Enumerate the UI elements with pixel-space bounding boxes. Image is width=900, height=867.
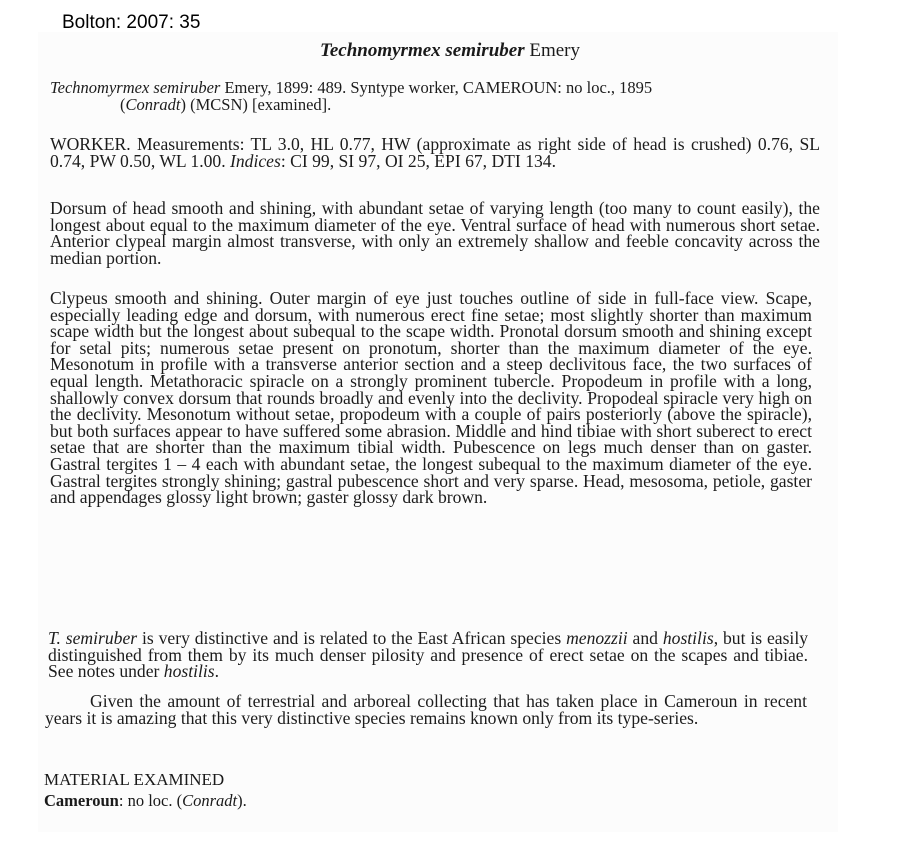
material-collector: Conradt [182, 791, 238, 810]
material-locality: : no loc. ( [118, 791, 183, 810]
species-name: Technomyrmex semiruber [319, 40, 525, 61]
citation-label: Bolton: 2007: 35 [62, 12, 201, 33]
worker-lead: WORKER. Measurements: TL 3.0, HL 0.77, HW (approximate as right side of head is crushed) 0.76, SL 0.74, PW 0.50, WL 1.00. [50, 134, 820, 171]
diagnosis-taxon: T. semiruber [48, 628, 138, 648]
diagnosis-end: . [214, 661, 220, 682]
indices-values: : CI 99, SI 97, OI 25, EPI 67, DTI 134. [280, 150, 556, 171]
species-menozzii: menozzii [566, 628, 628, 648]
reference-taxon: Technomyrmex semiruber [50, 78, 221, 97]
species-author: Emery [529, 40, 580, 61]
indices-label: Indices [230, 150, 281, 171]
species-hostilis: hostilis [662, 628, 714, 648]
reference-rest: (MCSN) [examined]. [190, 94, 332, 114]
reference-text: Emery, 1899: 489. Syntype worker, CAMEROUN: no loc., 1895 [224, 78, 653, 97]
diagnosis-text-2: , but is easily distinguished from them by its much denser pilosity and presence of erect setae on the scapes and tibiae. See notes under [48, 628, 808, 682]
species-title [0, 40, 900, 62]
worker-measurements [50, 136, 820, 169]
description-paragraph-2: Clypeus smooth and shining. Outer margin of eye just touches outline of side in full-face view. Scape, especially leading edge and dorsum, with numerous erect fine setae; most slightly shorter than maximum scape width but the longest about subequal to the scape width. Pronotal dorsum smooth and shining except for setal pits; numerous setae present on pronotum, shorter than the maximum diameter of the eye. Mesonotum in profile with a transverse anterior section and a steep declivitous face, the two surfaces of equal length. Metathoracic spiracle on a strongly prominent tubercle. Propodeum in profile with a long, shallowly convex dorsum that rounds broadly and evenly into the declivity. Propodeal spiracle very high on the declivity. Mesonotum without setae, propodeum with a couple of pairs posteriorly (above the spiracle), but both surfaces appear to have suffered some abrasion. Middle and hind tibiae with short suberect to erect setae that are shorter than the maximum tibial width. Pubescence on legs much denser than on gaster. Gastral tergites 1 – 4 each with abundant setae, the longest subequal to the maximum diameter of the eye. Gastral tergites strongly shining; gastral pubescence short and very sparse. Head, mesosoma, petiole, gaster and appendages glossy light brown; gaster glossy dark brown. [50, 288, 812, 508]
material-close: ). [237, 791, 247, 810]
remarks-paragraph: Given the amount of terrestrial and arboreal collecting that has taken place in Cameroun in recent years it is amazing that this very distinctive species remains known only from its type-series. [45, 691, 807, 728]
material-country: Cameroun [44, 791, 119, 810]
species-hostilis-note: hostilis [163, 661, 215, 682]
diagnosis-and: and [627, 628, 663, 648]
description-paragraph-1: Dorsum of head smooth and shining, with abundant setae of varying length (too many to count easily), the longest about equal to the maximum diameter of the eye. Ventral surface of head with numerous short setae. Anterior clypeal margin almost transverse, with only an extremely shallow and feeble concavity across the median portion. [50, 198, 820, 268]
material-record [44, 791, 247, 811]
diagnosis-paragraph [48, 630, 808, 680]
reference-collector: Conradt [125, 94, 181, 114]
type-reference: Technomyrmex semiruber Emery, 1899: 489. Syntype worker, CAMEROUN: no loc., 1895 (Conradt) (MCSN) [examined]. [50, 78, 653, 114]
diagnosis-text-1: is very distinctive and is related to the East African species [137, 628, 567, 648]
material-heading: MATERIAL EXAMINED [44, 770, 225, 789]
